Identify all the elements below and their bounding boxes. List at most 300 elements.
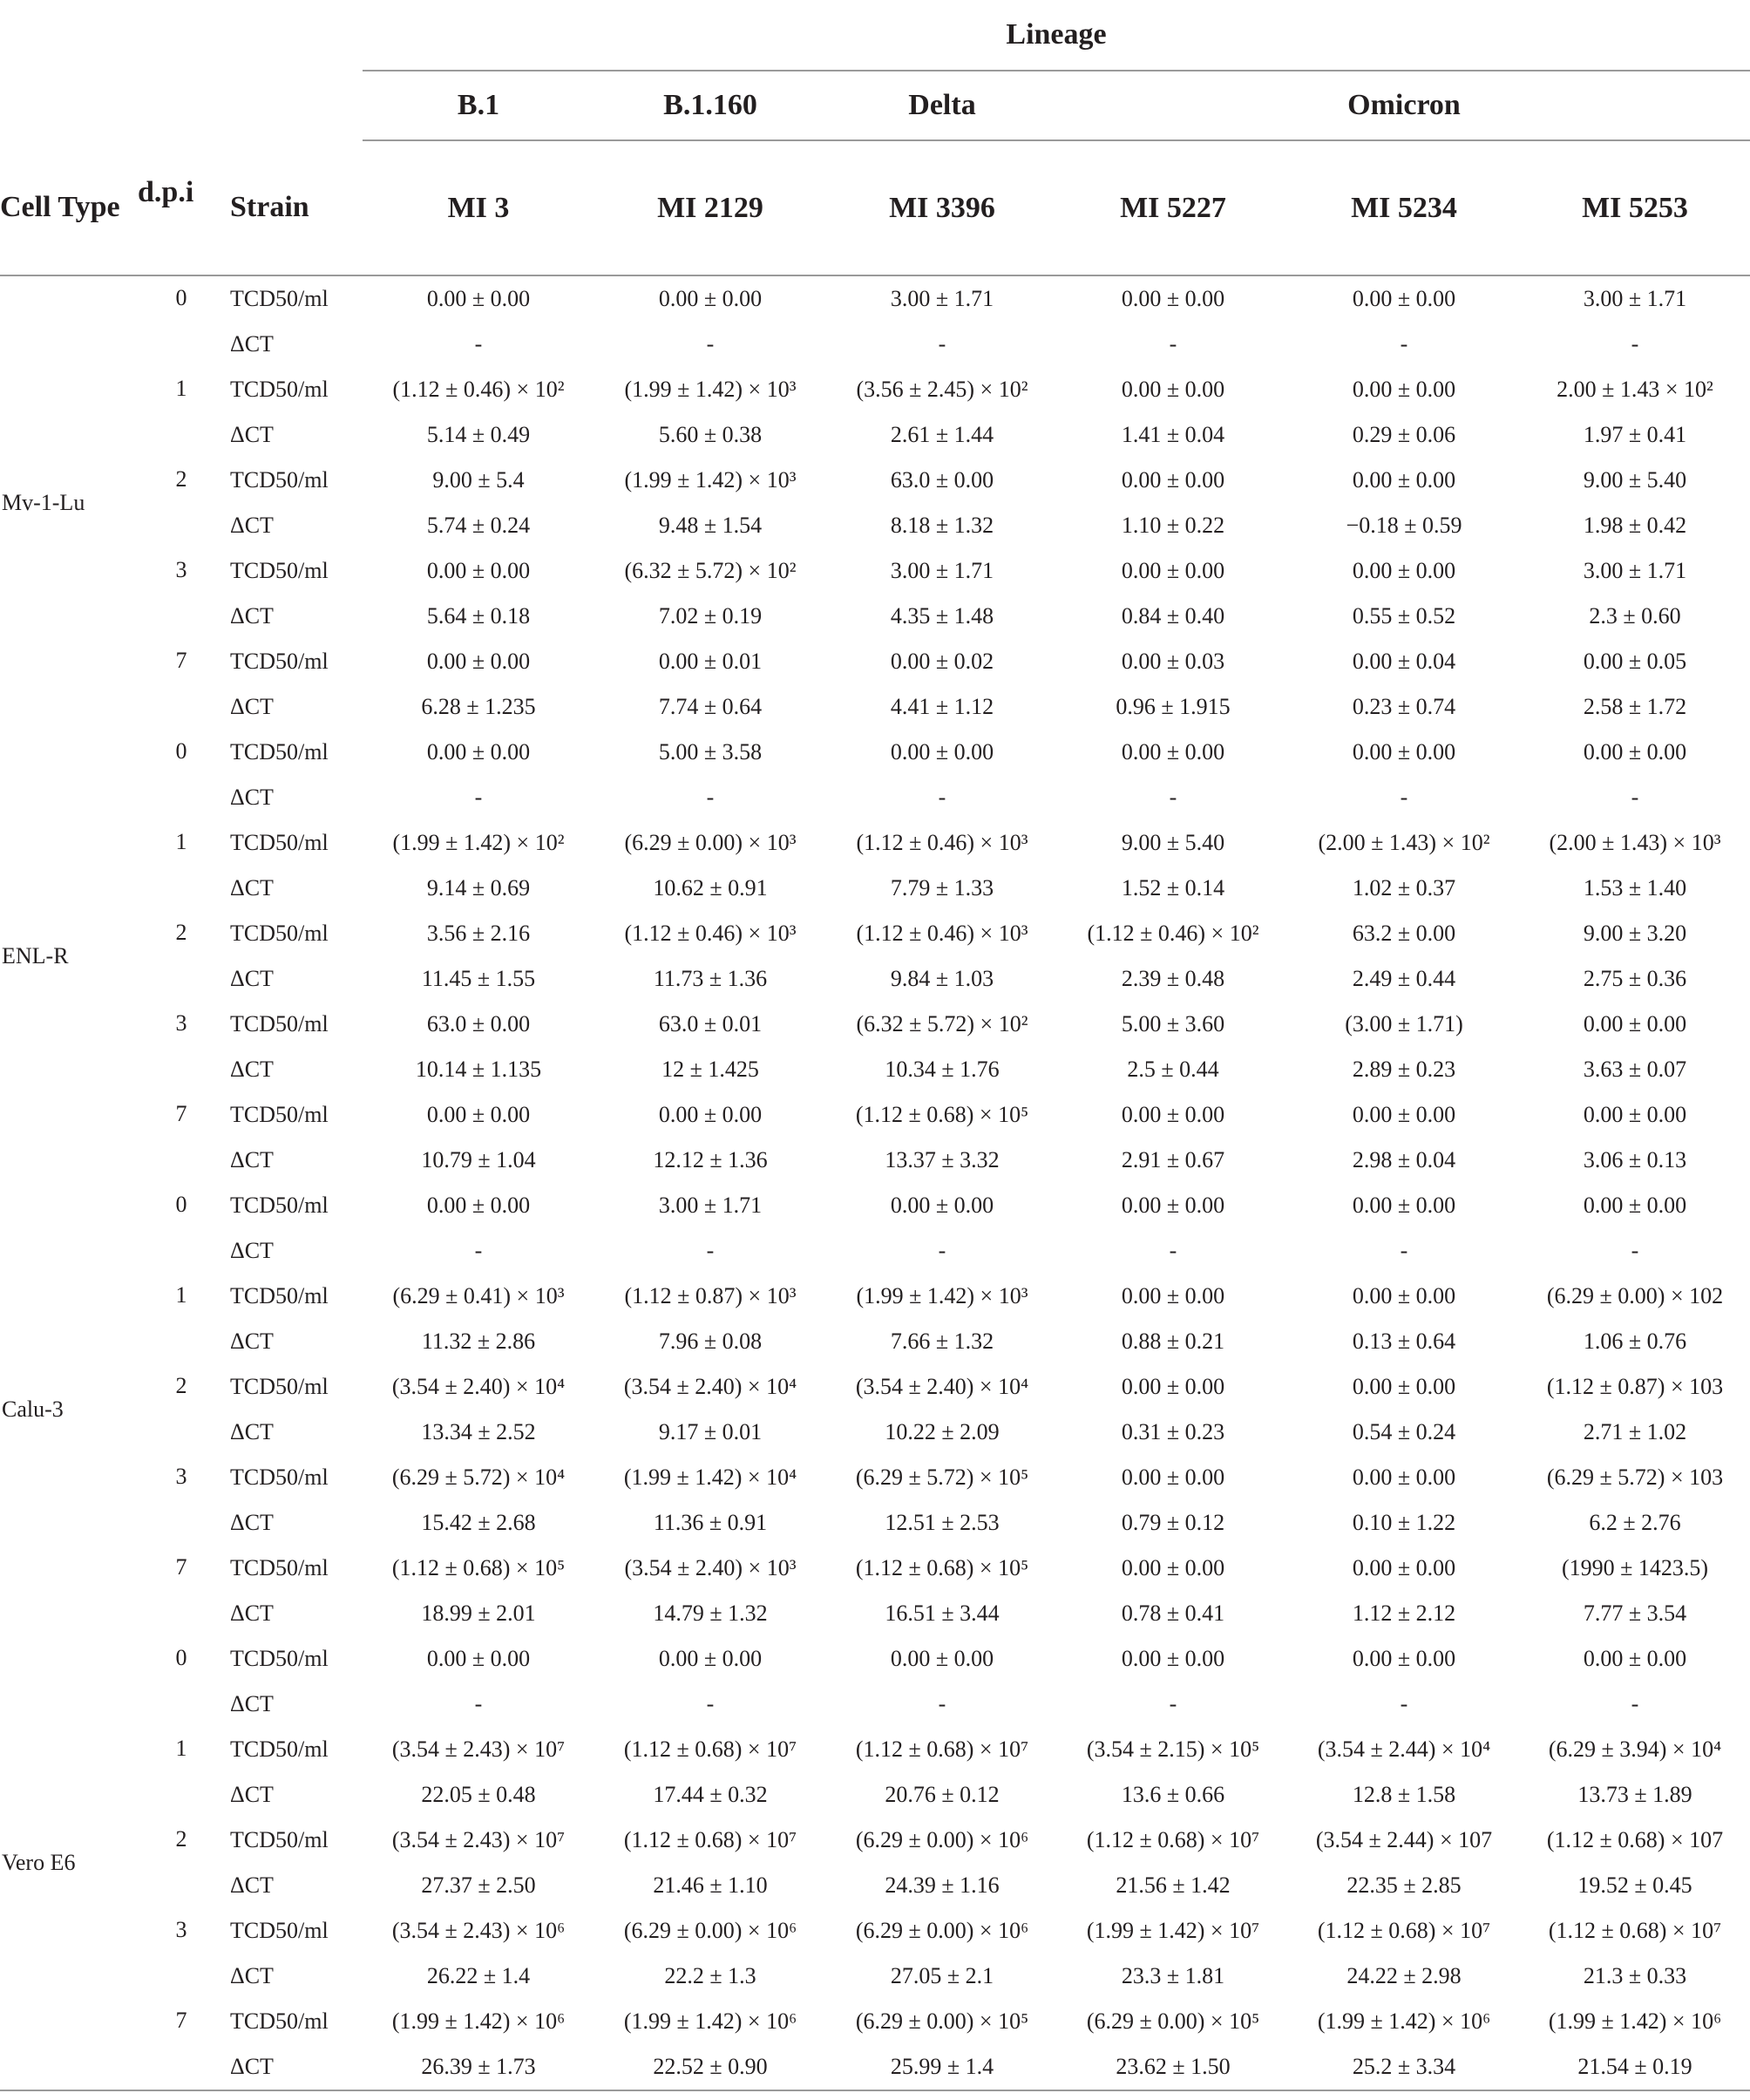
dct-value: 13.34 ± 2.52 [421,1419,536,1444]
dct-row-label: ΔCT [230,785,274,810]
table-row [0,1410,1750,1455]
tcd-row-label: TCD50/ml [230,1918,329,1943]
dct-value: 8.18 ± 1.32 [890,513,994,538]
tcd-row-label: TCD50/ml [230,2008,329,2034]
dct-value: 6.28 ± 1.235 [421,694,536,719]
tcd-value: (1.12 ± 0.68) × 107 [1546,1827,1724,1852]
dct-value: - [1631,1691,1639,1716]
tcd-value: 0.00 ± 0.00 [426,649,531,674]
dct-value: 0.96 ± 1.915 [1116,694,1231,719]
dct-value: 27.05 ± 2.1 [890,1963,994,1988]
dct-value: 0.54 ± 0.24 [1352,1419,1456,1444]
dct-value: - [1631,785,1639,810]
tcd-value: (3.54 ± 2.40) × 10⁴ [855,1374,1029,1399]
dct-value: - [474,331,483,357]
tcd-value: 0.00 ± 0.00 [426,558,531,583]
dct-value: 1.06 ± 0.76 [1583,1329,1687,1354]
tcd-row-label: TCD50/ml [230,377,329,402]
tcd-value: (6.32 ± 5.72) × 10² [856,1011,1028,1036]
dct-value: 5.64 ± 0.18 [426,603,531,629]
dct-value: - [1169,331,1177,357]
dct-value: 2.98 ± 0.04 [1352,1147,1456,1172]
tcd-value: 0.00 ± 0.00 [426,1193,531,1218]
cell-type-label: ENL-R [2,943,69,968]
dct-value: 21.3 ± 0.33 [1583,1963,1687,1988]
table-row [0,1818,1750,1863]
dct-value: 10.62 ± 0.91 [653,875,768,900]
tcd-value: (1.12 ± 0.68) × 10⁵ [855,1102,1029,1127]
tcd-value: 0.00 ± 0.00 [1121,558,1225,583]
table-row [0,1319,1750,1364]
cell-type-header: Cell Type [0,140,132,275]
dct-value: 20.76 ± 0.12 [885,1782,1000,1807]
dct-value: 4.35 ± 1.48 [890,603,994,629]
tcd-value: (3.54 ± 2.44) × 10⁴ [1317,1736,1491,1762]
dct-value: 22.35 ± 2.85 [1346,1872,1462,1898]
tcd-value: (6.29 ± 0.00) × 102 [1546,1283,1724,1308]
tcd-value: 0.00 ± 0.00 [1583,1646,1687,1671]
tcd-row-label: TCD50/ml [230,286,329,311]
tcd-value: (1990 ± 1423.5) [1561,1555,1709,1580]
tcd-value: 0.00 ± 0.00 [1121,1102,1225,1127]
tcd-value: 9.00 ± 5.4 [432,467,525,493]
table-row [0,2044,1750,2090]
dpi-cell: 1 [175,376,187,401]
table-row [0,275,1750,322]
group-b1: B.1 [363,71,594,140]
dct-row-label: ΔCT [230,1238,274,1263]
tcd-value: (1.12 ± 0.68) × 10⁷ [1548,1918,1722,1943]
cell-type-label: Calu-3 [2,1397,64,1422]
strain-mi3396: MI 3396 [826,140,1058,275]
tcd-value: 9.00 ± 3.20 [1583,921,1687,946]
dpi-header: d.p.i [132,140,230,275]
table-row [0,820,1750,866]
tcd-value: 0.00 ± 0.05 [1583,649,1687,674]
tcd-value: (6.29 ± 0.41) × 10³ [392,1283,565,1308]
tcd-row-label: TCD50/ml [230,1736,329,1762]
tcd-value: (3.54 ± 2.43) × 10⁷ [391,1827,566,1852]
dct-value: 14.79 ± 1.32 [653,1600,768,1626]
table-row [0,1047,1750,1092]
dpi-cell: 0 [175,285,187,310]
tcd-value: 0.00 ± 0.00 [890,1646,994,1671]
tcd-value: 0.00 ± 0.00 [1352,739,1456,765]
dct-value: 26.22 ± 1.4 [426,1963,531,1988]
tcd-row-label: TCD50/ml [230,1193,329,1218]
tcd-value: (1.99 ± 1.42) × 10³ [856,1283,1028,1308]
tcd-value: 0.00 ± 0.00 [1352,467,1456,493]
tcd-value: (6.29 ± 0.00) × 10⁶ [855,1827,1029,1852]
dct-value: - [938,785,946,810]
dct-value: 11.45 ± 1.55 [421,966,536,991]
tcd-value: (1.12 ± 0.46) × 10² [1087,921,1259,946]
table-row [0,594,1750,639]
tcd-value: 3.00 ± 1.71 [890,558,994,583]
dpi-cell: 3 [175,557,187,582]
dct-value: 10.34 ± 1.76 [885,1057,1000,1082]
dct-value: - [1169,1238,1177,1263]
dct-value: 1.98 ± 0.42 [1583,513,1687,538]
dct-value: - [1400,1238,1408,1263]
tcd-value: 0.00 ± 0.00 [1121,1374,1225,1399]
dct-value: 5.14 ± 0.49 [426,422,531,447]
dct-value: 3.63 ± 0.07 [1583,1057,1687,1082]
dct-row-label: ΔCT [230,1600,274,1626]
tcd-value: 2.00 ± 1.43 × 10² [1557,377,1713,402]
dct-value: 13.37 ± 3.32 [885,1147,1000,1172]
strain-mi5234: MI 5234 [1288,140,1520,275]
table-row [0,1002,1750,1047]
dct-value: 2.75 ± 0.36 [1583,966,1687,991]
dct-value: 24.22 ± 2.98 [1346,1963,1462,1988]
tcd-value: (2.00 ± 1.43) × 10² [1318,830,1490,855]
dct-value: - [938,1238,946,1263]
dct-value: 12.12 ± 1.36 [653,1147,768,1172]
tcd-value: 0.00 ± 0.00 [1121,286,1225,311]
tcd-value: (3.54 ± 2.44) × 107 [1315,1827,1493,1852]
cell-type-label: Mv-1-Lu [2,490,85,515]
dct-row-label: ΔCT [230,2054,274,2079]
group-omicron: Omicron [1058,71,1750,140]
dct-value: 6.2 ± 2.76 [1589,1510,1681,1535]
strain-mi5227: MI 5227 [1058,140,1288,275]
dct-row-label: ΔCT [230,513,274,538]
dct-value: 10.79 ± 1.04 [421,1147,536,1172]
tcd-value: (1.12 ± 0.68) × 10⁷ [1086,1827,1260,1852]
dct-row-label: ΔCT [230,1963,274,1988]
tcd-value: (6.29 ± 5.72) × 103 [1546,1465,1724,1490]
table-row [0,1772,1750,1818]
tcd-value: (1.99 ± 1.42) × 10⁷ [1086,1918,1260,1943]
table-row [0,1274,1750,1319]
tcd-value: (1.99 ± 1.42) × 10² [392,830,565,855]
group-b1160: B.1.160 [594,71,826,140]
table-row [0,1500,1750,1546]
tcd-value: (1.99 ± 1.42) × 10⁶ [1548,2008,1722,2034]
table-row [0,730,1750,775]
table-body [0,275,1750,2090]
table-row [0,1591,1750,1636]
dct-value: 25.99 ± 1.4 [890,2054,994,2079]
dpi-cell: 0 [175,1645,187,1670]
tcd-row-label: TCD50/ml [230,467,329,493]
tcd-value: 0.00 ± 0.00 [1121,1555,1225,1580]
table-row [0,1364,1750,1410]
table-row [0,1138,1750,1183]
dct-value: 16.51 ± 3.44 [885,1600,1000,1626]
tcd-row-label: TCD50/ml [230,739,329,765]
tcd-row-label: TCD50/ml [230,1102,329,1127]
dct-value: 2.39 ± 0.48 [1121,966,1225,991]
dct-value: 10.14 ± 1.135 [415,1057,542,1082]
dct-value: 23.3 ± 1.81 [1121,1963,1225,1988]
dct-value: 12 ± 1.425 [661,1057,759,1082]
tcd-value: 0.00 ± 0.00 [1583,1102,1687,1127]
tcd-value: (3.54 ± 2.43) × 10⁷ [391,1736,566,1762]
dct-row-label: ΔCT [230,1147,274,1172]
dct-value: 2.61 ± 1.44 [890,422,994,447]
dct-value: 2.3 ± 0.60 [1589,603,1681,629]
table-row [0,548,1750,594]
dct-value: 0.23 ± 0.74 [1352,694,1456,719]
tcd-value: 0.00 ± 0.00 [890,1193,994,1218]
dct-value: 0.88 ± 0.21 [1121,1329,1225,1354]
table-header [0,0,1750,275]
table-row [0,503,1750,548]
table-row [0,639,1750,684]
dct-value: 1.02 ± 0.37 [1352,875,1456,900]
dct-row-label: ΔCT [230,875,274,900]
tcd-value: 0.00 ± 0.00 [1121,1193,1225,1218]
tcd-value: 0.00 ± 0.00 [1352,1555,1456,1580]
tcd-value: 0.00 ± 0.00 [658,1102,763,1127]
tcd-value: 3.00 ± 1.71 [890,286,994,311]
dct-value: 0.78 ± 0.41 [1121,1600,1225,1626]
tcd-value: (6.29 ± 5.72) × 10⁴ [391,1465,566,1490]
dpi-cell: 0 [175,1192,187,1217]
dpi-cell: 7 [175,2008,187,2033]
dpi-cell: 2 [175,466,187,492]
tcd-value: 0.00 ± 0.00 [1121,1465,1225,1490]
tcd-value: 0.00 ± 0.00 [426,286,531,311]
tcd-value: 0.00 ± 0.01 [658,649,763,674]
tcd-value: (1.99 ± 1.42) × 10⁶ [623,2008,797,2034]
table-row [0,1727,1750,1772]
dct-value: 4.41 ± 1.12 [890,694,994,719]
tcd-value: 9.00 ± 5.40 [1583,467,1687,493]
table-row [0,1546,1750,1591]
tcd-value: 0.00 ± 0.00 [1352,286,1456,311]
tcd-value: 0.00 ± 0.00 [426,1102,531,1127]
dct-value: 13.73 ± 1.89 [1577,1782,1692,1807]
tcd-value: (1.12 ± 0.68) × 10⁷ [623,1827,797,1852]
tcd-value: (3.56 ± 2.45) × 10² [856,377,1028,402]
dct-value: −0.18 ± 0.59 [1346,513,1462,538]
dct-value: 10.22 ± 2.09 [885,1419,1000,1444]
tcd-row-label: TCD50/ml [230,1465,329,1490]
dct-value: 7.79 ± 1.33 [890,875,994,900]
tcd-value: (2.00 ± 1.43) × 10³ [1549,830,1721,855]
dct-value: 2.5 ± 0.44 [1127,1057,1219,1082]
dct-value: 7.77 ± 3.54 [1583,1600,1687,1626]
tcd-value: (1.12 ± 0.68) × 10⁵ [855,1555,1029,1580]
dct-value: - [1169,1691,1177,1716]
dct-value: 1.12 ± 2.12 [1352,1600,1456,1626]
strain-mi2129: MI 2129 [594,140,826,275]
tcd-value: 0.00 ± 0.00 [1352,1374,1456,1399]
dct-value: 1.53 ± 1.40 [1583,875,1687,900]
dct-value: 22.05 ± 0.48 [421,1782,536,1807]
tcd-value: (6.32 ± 5.72) × 10² [624,558,797,583]
dct-row-label: ΔCT [230,1057,274,1082]
strain-mi5253: MI 5253 [1520,140,1750,275]
tcd-value: (1.99 ± 1.42) × 10³ [624,377,797,402]
tcd-value: 0.00 ± 0.00 [890,739,994,765]
dct-value: 0.84 ± 0.40 [1121,603,1225,629]
dct-row-label: ΔCT [230,422,274,447]
tcd-value: 0.00 ± 0.00 [1352,1283,1456,1308]
tcd-value: (6.29 ± 0.00) × 10⁶ [623,1918,797,1943]
dct-value: 0.55 ± 0.52 [1352,603,1456,629]
tcd-value: (1.99 ± 1.42) × 10³ [624,467,797,493]
dct-row-label: ΔCT [230,331,274,357]
dct-value: 0.29 ± 0.06 [1352,422,1456,447]
table-row [0,1999,1750,2044]
dct-value: - [1631,331,1639,357]
tcd-value: 63.0 ± 0.00 [890,467,994,493]
dct-value: 19.52 ± 0.45 [1577,1872,1692,1898]
dct-row-label: ΔCT [230,1329,274,1354]
tcd-value: (3.54 ± 2.15) × 10⁵ [1086,1736,1260,1762]
table-row [0,458,1750,503]
dct-value: 22.52 ± 0.90 [653,2054,768,2079]
dct-row-label: ΔCT [230,1510,274,1535]
table-row [0,1228,1750,1274]
tcd-value: 63.0 ± 0.00 [426,1011,531,1036]
dct-value: 7.96 ± 0.08 [658,1329,763,1354]
dpi-cell: 0 [175,738,187,764]
tcd-value: 0.00 ± 0.00 [426,1646,531,1671]
tcd-value: (3.54 ± 2.40) × 10⁴ [623,1374,797,1399]
dct-value: - [1400,1691,1408,1716]
dct-value: 7.66 ± 1.32 [890,1329,994,1354]
dct-value: 2.91 ± 0.67 [1121,1147,1225,1172]
dct-value: 21.54 ± 0.19 [1577,2054,1692,2079]
tcd-value: 0.00 ± 0.00 [1583,1011,1687,1036]
tcd-value: (1.12 ± 0.46) × 10³ [624,921,797,946]
dct-value: 23.62 ± 1.50 [1116,2054,1231,2079]
table-row [0,1908,1750,1954]
table-row [0,775,1750,820]
tcd-row-label: TCD50/ml [230,649,329,674]
tcd-value: (3.54 ± 2.40) × 10³ [624,1555,797,1580]
table-row [0,1092,1750,1138]
table-row [0,1636,1750,1682]
tcd-value: (6.29 ± 3.94) × 10⁴ [1548,1736,1722,1762]
strain-header: Strain [230,140,363,275]
tcd-value: 0.00 ± 0.02 [890,649,994,674]
tcd-value: 63.2 ± 0.00 [1352,921,1456,946]
tcd-value: (3.54 ± 2.40) × 10⁴ [391,1374,566,1399]
dct-value: 7.02 ± 0.19 [658,603,763,629]
dct-value: 9.14 ± 0.69 [426,875,531,900]
table-row [0,1863,1750,1908]
tcd-value: 63.0 ± 0.01 [658,1011,763,1036]
dct-value: 26.39 ± 1.73 [421,2054,536,2079]
table-row [0,1682,1750,1727]
tcd-value: 0.00 ± 0.00 [1583,1193,1687,1218]
tcd-value: 0.00 ± 0.00 [1583,739,1687,765]
dct-row-label: ΔCT [230,1872,274,1898]
dpi-cell: 1 [175,1736,187,1761]
tcd-value: (1.12 ± 0.87) × 103 [1546,1374,1724,1399]
dct-value: 0.31 ± 0.23 [1121,1419,1225,1444]
dct-value: - [938,331,946,357]
tcd-value: (6.29 ± 0.00) × 10⁶ [855,1918,1029,1943]
tcd-value: 0.00 ± 0.00 [658,286,763,311]
tcd-value: 0.00 ± 0.00 [1352,1102,1456,1127]
tcd-value: (1.12 ± 0.46) × 10² [392,377,565,402]
tcd-value: 9.00 ± 5.40 [1121,830,1225,855]
tcd-value: 0.00 ± 0.00 [1121,1283,1225,1308]
dct-value: 2.89 ± 0.23 [1352,1057,1456,1082]
tcd-value: (6.29 ± 0.00) × 10⁵ [855,2008,1029,2034]
dct-value: - [1169,785,1177,810]
group-delta: Delta [826,71,1058,140]
dct-value: - [1400,331,1408,357]
tcd-value: (6.29 ± 0.00) × 10⁵ [1086,2008,1260,2034]
table-row [0,367,1750,412]
tcd-value: 0.00 ± 0.00 [658,1646,763,1671]
tcd-value: (1.12 ± 0.68) × 10⁷ [855,1736,1029,1762]
dpi-cell: 2 [175,1373,187,1398]
table-row [0,1455,1750,1500]
dct-value: 9.17 ± 0.01 [658,1419,763,1444]
tcd-row-label: TCD50/ml [230,1827,329,1852]
tcd-value: (3.00 ± 1.71) [1345,1011,1463,1036]
tcd-value: 3.00 ± 1.71 [1583,286,1687,311]
dct-value: 11.73 ± 1.36 [653,966,768,991]
table-row [0,412,1750,458]
dct-row-label: ΔCT [230,1691,274,1716]
dct-value: - [474,785,483,810]
dct-row-label: ΔCT [230,694,274,719]
tcd-value: 0.00 ± 0.03 [1121,649,1225,674]
table-row [0,322,1750,367]
dct-value: 0.79 ± 0.12 [1121,1510,1225,1535]
dct-value: 22.2 ± 1.3 [664,1963,756,1988]
tcd-value: 0.00 ± 0.00 [1121,739,1225,765]
dct-value: 25.2 ± 3.34 [1352,2054,1456,2079]
dct-value: 5.60 ± 0.38 [658,422,763,447]
tcd-row-label: TCD50/ml [230,921,329,946]
dpi-cell: 1 [175,829,187,854]
dct-value: 12.51 ± 2.53 [885,1510,1000,1535]
table-row [0,1954,1750,1999]
dct-value: - [706,331,715,357]
tcd-value: 3.00 ± 1.71 [1583,558,1687,583]
dpi-cell: 1 [175,1282,187,1308]
tcd-value: 5.00 ± 3.60 [1121,1011,1225,1036]
dct-value: 21.46 ± 1.10 [653,1872,768,1898]
dct-value: - [706,1238,715,1263]
tcd-value: (1.12 ± 0.46) × 10³ [856,921,1028,946]
tcd-row-label: TCD50/ml [230,558,329,583]
dct-row-label: ΔCT [230,603,274,629]
dct-value: 24.39 ± 1.16 [885,1872,1000,1898]
dct-value: 27.37 ± 2.50 [421,1872,536,1898]
dpi-cell: 3 [175,1464,187,1489]
tcd-value: 0.00 ± 0.00 [1121,1646,1225,1671]
dct-value: 3.06 ± 0.13 [1583,1147,1687,1172]
tcd-value: 3.00 ± 1.71 [658,1193,763,1218]
tcd-value: 0.00 ± 0.00 [1352,1465,1456,1490]
dct-value: 15.42 ± 2.68 [421,1510,536,1535]
dct-value: 11.36 ± 0.91 [653,1510,768,1535]
tcd-row-label: TCD50/ml [230,1555,329,1580]
dct-value: 0.13 ± 0.64 [1352,1329,1456,1354]
tcd-value: (1.99 ± 1.42) × 10⁴ [623,1465,797,1490]
dct-value: - [706,785,715,810]
tcd-value: 0.00 ± 0.00 [426,739,531,765]
dct-value: 1.10 ± 0.22 [1121,513,1225,538]
table-row [0,911,1750,956]
dct-value: 12.8 ± 1.58 [1352,1782,1456,1807]
dct-row-label: ΔCT [230,1782,274,1807]
cell-type-label: Vero E6 [2,1850,76,1875]
table-row [0,1183,1750,1228]
